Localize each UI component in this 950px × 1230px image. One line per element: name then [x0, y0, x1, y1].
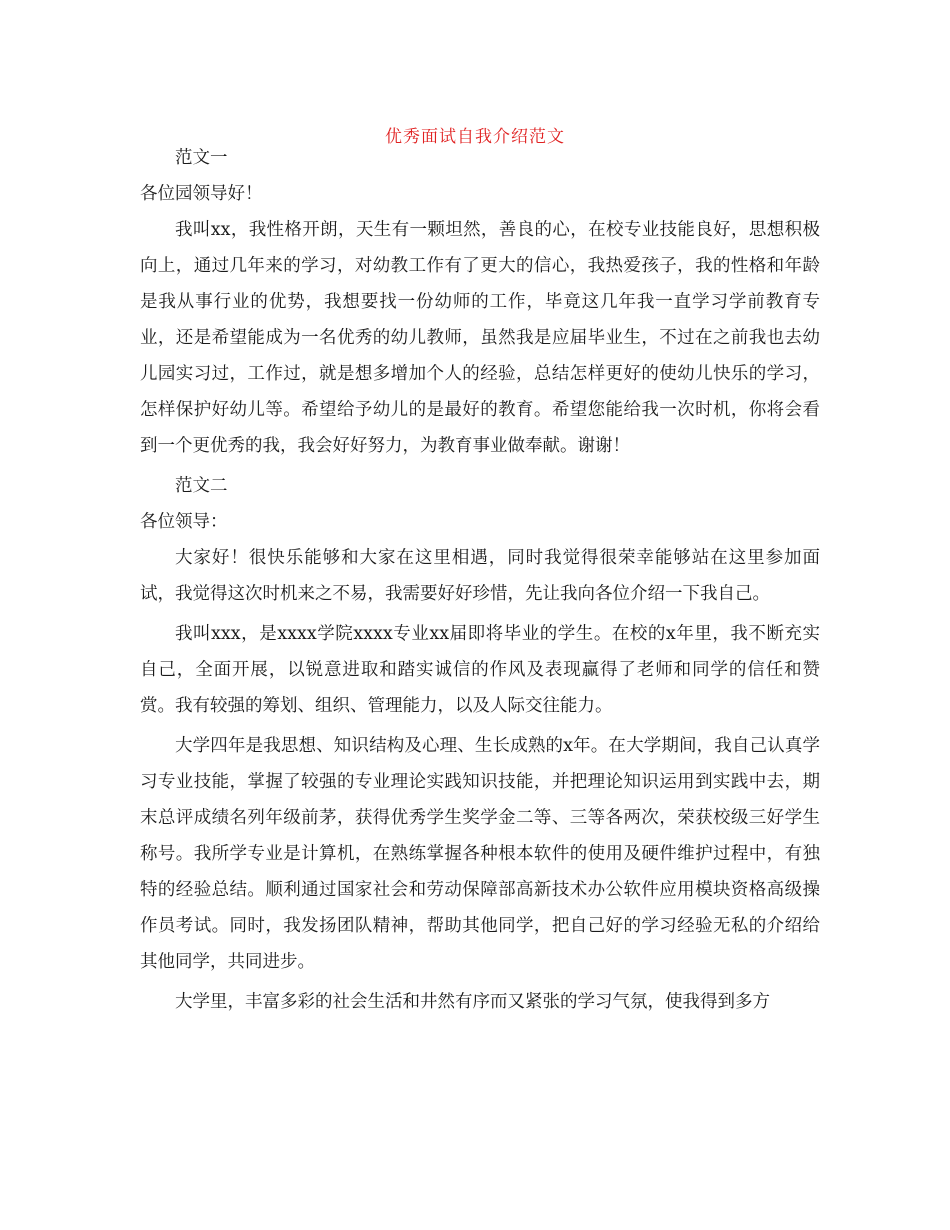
document-body: [140, 140, 820, 1024]
paragraph: 我叫xxx，是xxxx学院xxxx专业xx届即将毕业的学生。在校的x年里，我不断充实自己，全面开展，以锐意进取和踏实诚信的作风及表现赢得了老师和同学的信任和赞赏。我有较强的筹划、组织、管理能力，以及人际交往能力。: [140, 624, 820, 716]
paragraph: 我叫xx，我性格开朗，天生有一颗坦然，善良的心，在校专业技能良好，思想积极向上，通过几年来的学习，对幼教工作有了更大的信心，我热爱孩子，我的性格和年龄是我从事行业的优势，我想要找一份幼师的工作，毕竟这几年我一直学习学前教育专业，还是希望能成为一名优秀的幼儿教师，虽然我是应届毕业生，不过在之前我也去幼儿园实习过，工作过，就是想多增加个人的经验，总结怎样更好的使幼儿快乐的学习，怎样保护好幼儿等。希望给予幼儿的是最好的教育。希望您能给我一次时机，你将会看到一个更优秀的我，我会好好努力，为教育事业做奉献。谢谢！: [140, 220, 820, 456]
section-label: 范文二: [175, 476, 228, 496]
greeting: 各位园领导好！: [140, 184, 263, 204]
greeting: 各位领导：: [140, 512, 228, 532]
document-title: 优秀面试自我介绍范文: [385, 127, 565, 147]
paragraph: 大家好！很快乐能够和大家在这里相遇，同时我觉得很荣幸能够站在这里参加面试，我觉得这次时机来之不易，我需要好好珍惜，先让我向各位介绍一下我自己。: [140, 548, 820, 604]
paragraph: 大学里，丰富多彩的社会生活和井然有序而又紧张的学习气氛，使我得到多方: [175, 992, 770, 1012]
section-label: 范文一: [175, 148, 228, 168]
paragraph: 大学四年是我思想、知识结构及心理、生长成熟的x年。在大学期间，我自己认真学习专业技能，掌握了较强的专业理论实践知识技能，并把理论知识运用到实践中去，期末总评成绩名列年级前茅，获得优秀学生奖学金二等、三等各两次，荣获校级三好学生称号。我所学专业是计算机，在熟练掌握各种根本软件的使用及硬件维护过程中，有独特的经验总结。顺利通过国家社会和劳动保障部高新技术办公软件应用模块资格高级操作员考试。同时，我发扬团队精神，帮助其他同学，把自己好的学习经验无私的介绍给其他同学，共同进步。: [140, 736, 820, 972]
